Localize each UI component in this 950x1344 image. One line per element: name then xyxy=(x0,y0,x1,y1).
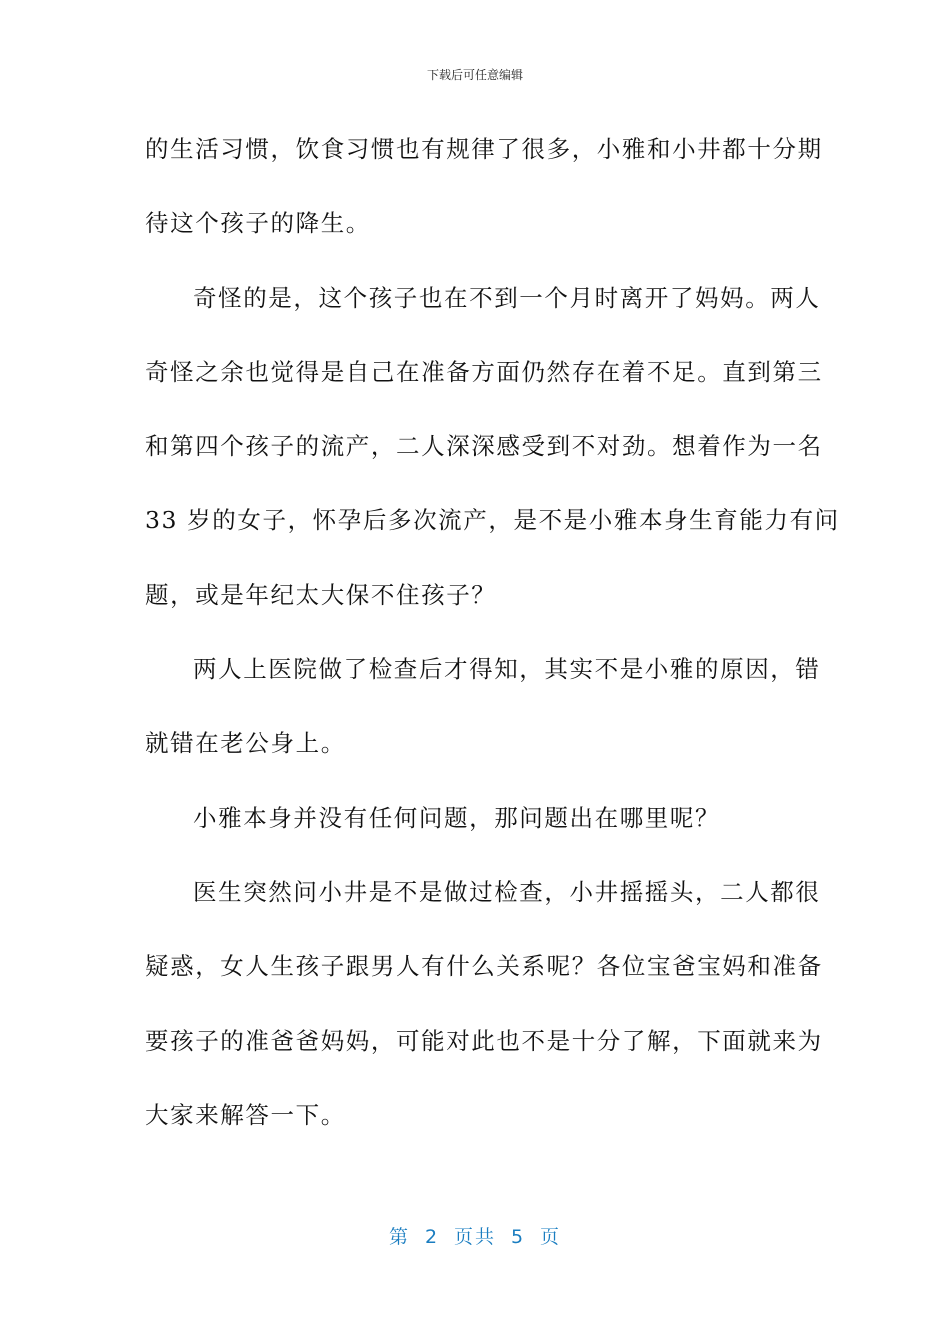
text-line: 和第四个孩子的流产，二人深深感受到不对劲。想着作为一名 xyxy=(145,432,823,461)
text-line: 两人上医院做了检查后才得知，其实不是小雅的原因，错 xyxy=(193,655,821,684)
footer-suffix: 页 xyxy=(540,1226,562,1248)
text-line: 33 岁的女子，怀孕后多次流产，是不是小雅本身生育能力有问 xyxy=(145,506,840,535)
text-line: 的生活习惯，饮食习惯也有规律了很多，小雅和小井都十分期 xyxy=(145,135,823,163)
text-line: 待这个孩子的降生。 xyxy=(145,209,371,238)
text-line: 奇怪之余也觉得是自己在准备方面仍然存在着不足。直到第三 xyxy=(145,357,823,386)
text-line: 要孩子的准爸爸妈妈，可能对此也不是十分了解，下面就来为 xyxy=(145,1026,823,1055)
text-line: 奇怪的是，这个孩子也在不到一个月时离开了妈妈。两人 xyxy=(193,283,821,312)
page-number-footer xyxy=(0,1222,950,1249)
footer-middle: 页共 xyxy=(453,1226,496,1248)
text-line: 医生突然问小井是不是做过检查，小井摇摇头，二人都很 xyxy=(193,877,821,906)
footer-prefix: 第 xyxy=(388,1226,410,1248)
text-line: 题，或是年纪太大保不住孩子？ xyxy=(145,580,497,609)
document-body xyxy=(145,112,840,1152)
text-line: 疑惑，女人生孩子跟男人有什么关系呢？各位宝爸宝妈和准备 xyxy=(145,952,823,981)
current-page-number: 2 xyxy=(424,1226,440,1248)
text-line: 就错在老公身上。 xyxy=(145,729,346,758)
text-line: 大家来解答一下。 xyxy=(145,1100,346,1129)
header-note: 下载后可任意编辑 xyxy=(426,68,523,82)
text-line: 小雅本身并没有任何问题，那问题出在哪里呢？ xyxy=(193,803,721,832)
total-page-number: 5 xyxy=(510,1226,526,1248)
